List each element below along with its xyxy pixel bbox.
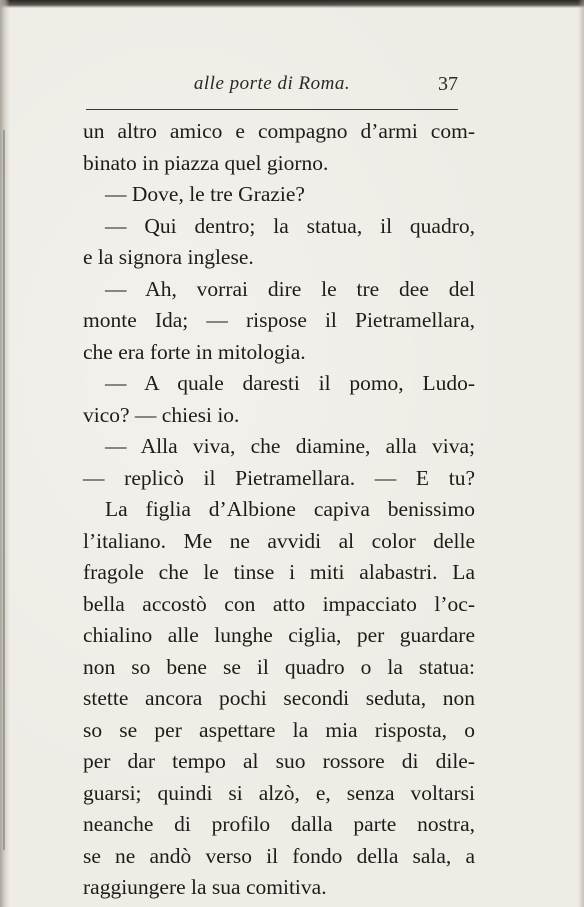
- text-line: per dar tempo al suo rossore di dile-: [83, 749, 475, 773]
- text-line: non so bene se il quadro o la statua:: [83, 654, 475, 679]
- text-line: — Dove, le tre Grazie?: [105, 182, 305, 206]
- text-line: raggiungere la sua comitiva.: [83, 875, 327, 899]
- header-rule: [86, 109, 458, 110]
- text-line: l’italiano. Me ne avvidi al color delle: [83, 528, 475, 553]
- page-right-edge: [578, 0, 584, 907]
- text-line: binato in piazza quel giorno.: [83, 150, 329, 175]
- body-text: [83, 116, 475, 904]
- text-line: e la signora inglese.: [83, 245, 254, 269]
- text-line: — Qui dentro; la statua, il quadro,: [105, 213, 475, 238]
- text-line: — Alla viva, che diamine, alla viva;: [105, 434, 475, 458]
- text-line: guarsi; quindi si alzò, e, senza voltarsi: [83, 780, 475, 805]
- text-line: — A quale daresti il pomo, Ludo-: [105, 371, 475, 395]
- page-binding-edge: [0, 0, 10, 907]
- text-line: un altro amico e compagno d’armi com-: [83, 119, 475, 143]
- running-title: alle porte di Roma.: [193, 73, 351, 94]
- text-line: se ne andò verso il fondo della sala, a: [83, 843, 475, 868]
- text-line: La figlia d’Albione capiva benissimo: [105, 497, 475, 521]
- text-line: — Ah, vorrai dire le tre dee del: [105, 276, 475, 301]
- text-line: so se per aspettare la mia risposta, o: [83, 717, 475, 742]
- text-line: monte Ida; — rispose il Pietramellara,: [83, 308, 475, 332]
- text-line: bella accostò con atto impacciato l’oc-: [83, 591, 475, 616]
- page-top-edge: [0, 0, 584, 8]
- text-line: fragole che le tinse i miti alabastri. La: [83, 560, 475, 584]
- text-line: stette ancora pochi secondi seduta, non: [83, 686, 475, 710]
- text-line: che era forte in mitologia.: [83, 339, 306, 364]
- text-line: chialino alle lunghe ciglia, per guardare: [83, 623, 475, 647]
- page-header: [86, 73, 458, 101]
- text-line: vico? — chiesi io.: [83, 402, 240, 427]
- page-number: 37: [438, 73, 458, 95]
- text-line: — replicò il Pietramellara. — E tu?: [83, 465, 475, 490]
- page-binding-shadow: [3, 130, 5, 850]
- text-line: neanche di profilo dalla parte nostra,: [83, 812, 475, 836]
